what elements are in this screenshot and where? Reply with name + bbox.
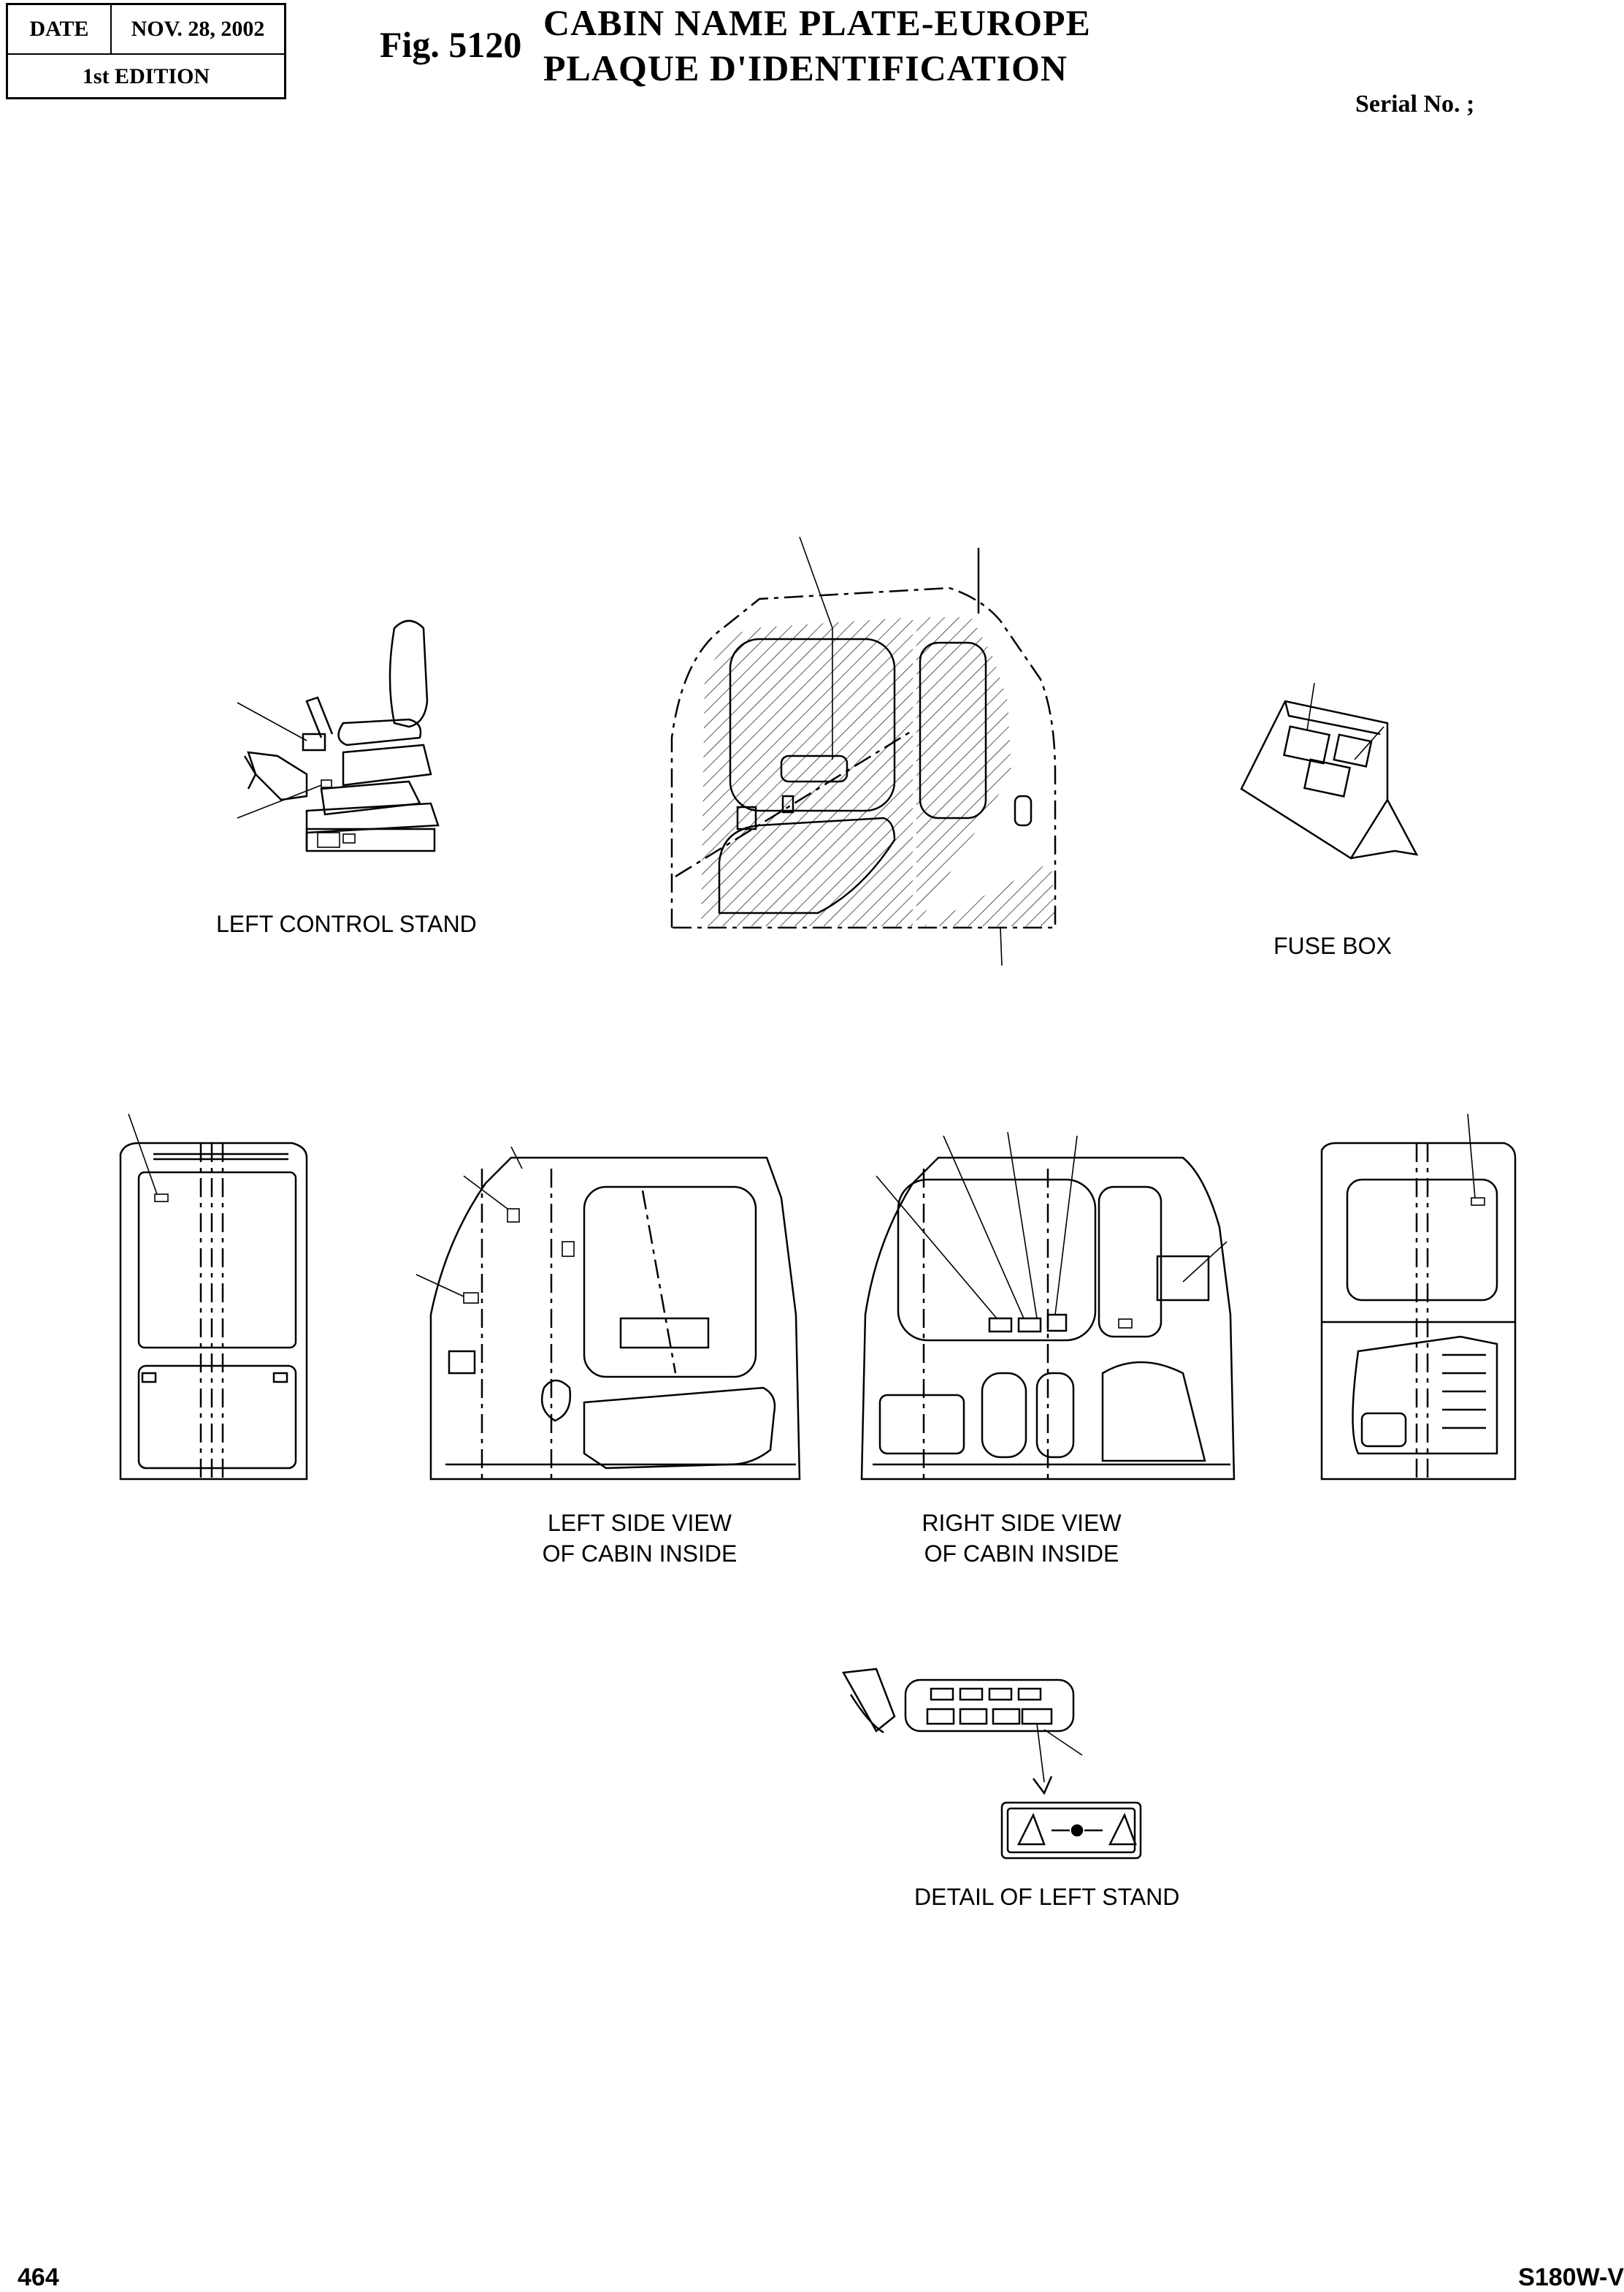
cabin-rear-view-drawing <box>1322 1114 1515 1479</box>
cabin-exterior-drawing <box>672 537 1055 966</box>
right-side-view-drawing <box>862 1132 1234 1479</box>
edition-label: 1st EDITION <box>82 64 210 88</box>
date-value: NOV. 28, 2002 <box>131 17 265 41</box>
caption-left-control-stand: LEFT CONTROL STAND <box>216 911 477 937</box>
caption-right-side-line1: RIGHT SIDE VIEW <box>922 1510 1122 1536</box>
model-number: S180W-V <box>1518 2264 1624 2291</box>
caption-left-side-line2: OF CABIN INSIDE <box>542 1540 738 1567</box>
caption-right-side-view <box>916 1508 1127 1569</box>
page-number: 464 <box>18 2264 59 2291</box>
detail-left-stand-drawing <box>843 1669 1141 1858</box>
left-control-stand-drawing <box>237 621 438 851</box>
serial-number: Serial No. ; <box>1355 91 1475 118</box>
caption-right-side-line2: OF CABIN INSIDE <box>924 1540 1119 1567</box>
page-subtitle: PLAQUE D'IDENTIFICATION <box>543 47 1068 88</box>
date-label: DATE <box>8 5 112 53</box>
figure-number: Fig. 5120 <box>380 24 522 65</box>
cabin-front-view-drawing <box>120 1114 307 1479</box>
fuse-box-drawing <box>1241 683 1417 858</box>
caption-fuse-box: FUSE BOX <box>1273 933 1392 959</box>
left-side-view-drawing <box>416 1147 800 1479</box>
caption-detail-left-stand: DETAIL OF LEFT STAND <box>914 1884 1180 1910</box>
caption-left-side-view <box>537 1508 742 1569</box>
page-title: CABIN NAME PLATE-EUROPE <box>543 2 1091 43</box>
caption-left-side-line1: LEFT SIDE VIEW <box>548 1510 732 1536</box>
